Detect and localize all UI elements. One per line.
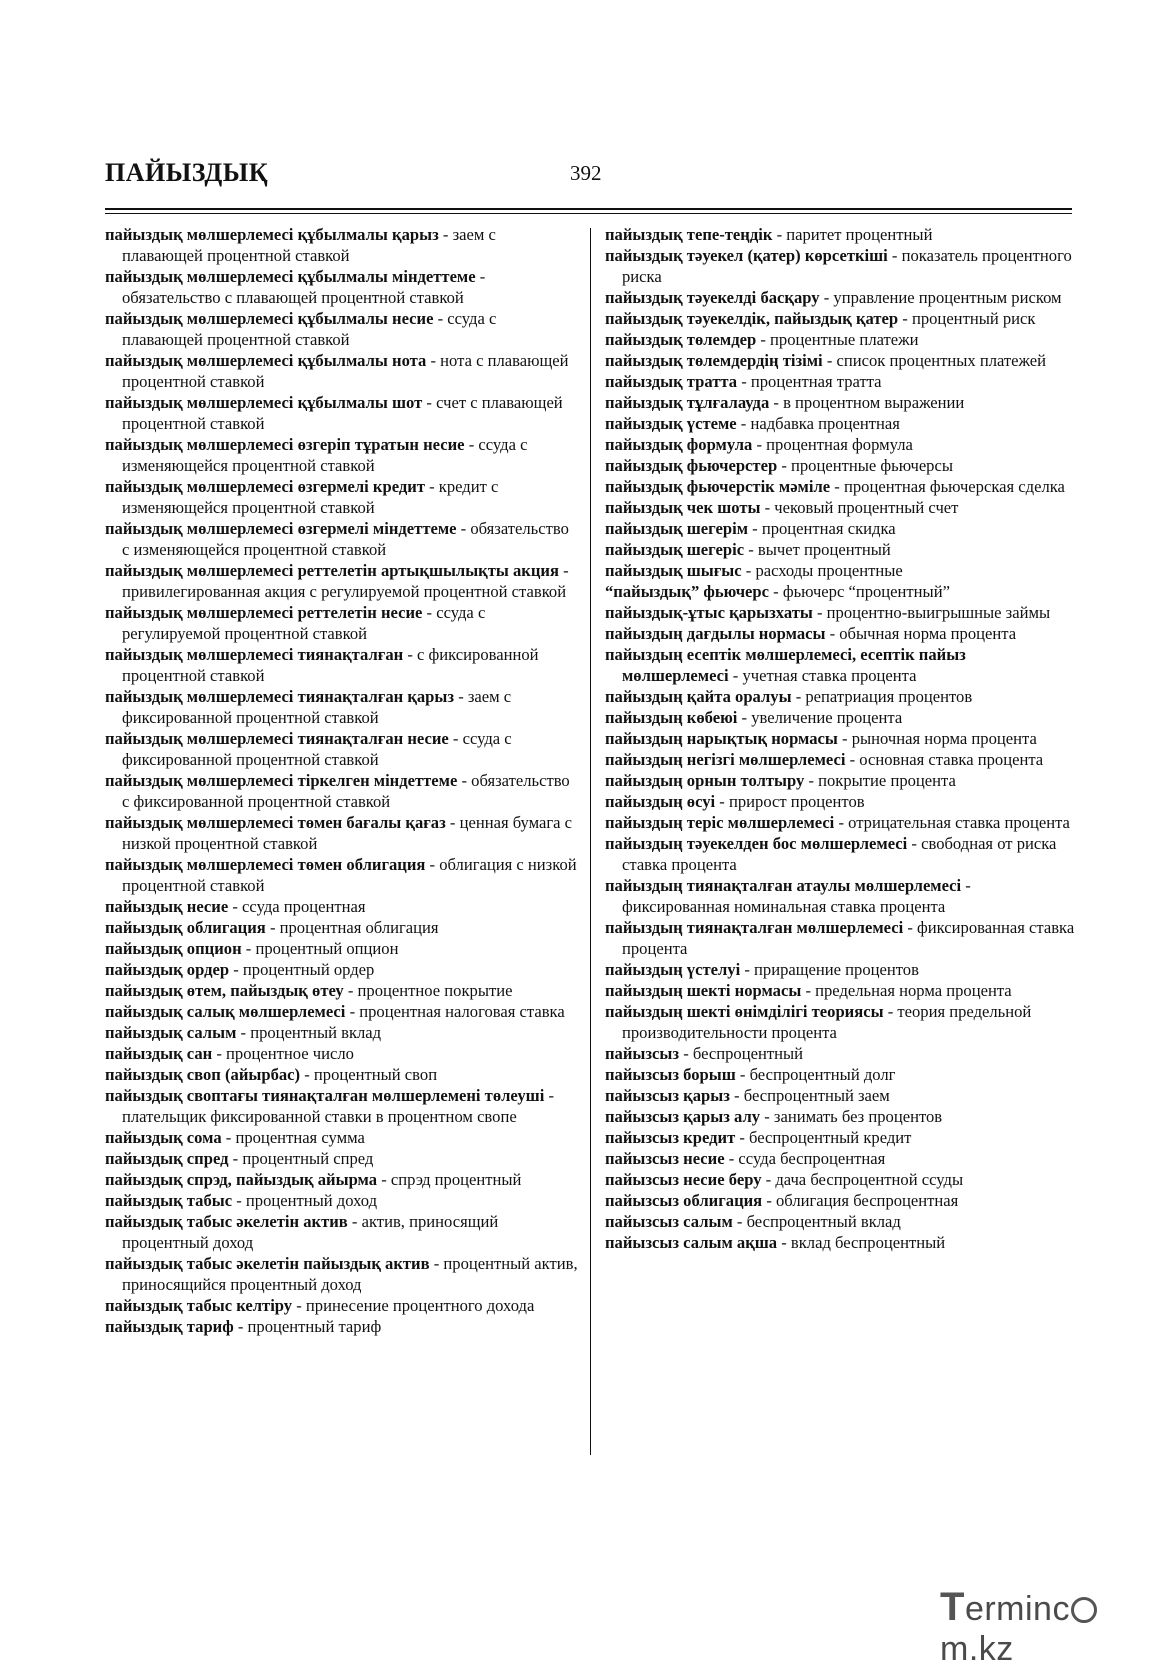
entry-term: пайызсыз несие bbox=[605, 1149, 725, 1168]
dictionary-entry bbox=[105, 728, 580, 770]
column-divider bbox=[590, 228, 591, 1455]
dictionary-entry bbox=[605, 329, 1075, 350]
dictionary-entry bbox=[605, 623, 1075, 644]
dictionary-entry bbox=[605, 749, 1075, 770]
entry-definition: - беспроцентный кредит bbox=[735, 1128, 912, 1147]
entry-term: пайызсыз несие беру bbox=[605, 1170, 762, 1189]
entry-definition: - процентная налоговая ставка bbox=[345, 1002, 565, 1021]
entry-definition: - привилегированная акция с регулируемой процентной ставкой bbox=[122, 561, 569, 601]
entry-term: пайызсыз bbox=[605, 1044, 680, 1063]
entry-term: пайыздық мөлшерлемесі құбылмалы шот bbox=[105, 393, 423, 412]
dictionary-entry bbox=[605, 686, 1075, 707]
entry-term: пайызсыз қарыз bbox=[605, 1086, 730, 1105]
entry-definition: - приращение процентов bbox=[740, 960, 919, 979]
entry-definition: - увеличение процента bbox=[737, 708, 903, 727]
entry-term: пайыздық ордер bbox=[105, 960, 230, 979]
entry-definition: - заем с фиксированной процентной ставкой bbox=[122, 687, 512, 727]
dictionary-entry bbox=[105, 518, 580, 560]
entry-term: пайыздық своп (айырбас) bbox=[105, 1065, 301, 1084]
entry-term: пайыздық спрэд, пайыздық айырма bbox=[105, 1170, 378, 1189]
dictionary-entry bbox=[605, 497, 1075, 518]
dictionary-entry bbox=[605, 1064, 1075, 1085]
entry-term: пайыздық шегеріс bbox=[605, 540, 745, 559]
dictionary-entry bbox=[105, 938, 580, 959]
dictionary-entry bbox=[605, 392, 1075, 413]
entry-definition: - теория предельной производительности процента bbox=[622, 1002, 1032, 1042]
entry-term: пайыздың тәуекелден бос мөлшерлемесі bbox=[605, 834, 908, 853]
dictionary-entry bbox=[605, 1001, 1075, 1043]
entry-definition: - процентные платежи bbox=[756, 330, 919, 349]
entry-term: пайыздық мөлшерлемесі өзгермелі міндеттеме bbox=[105, 519, 457, 538]
entry-definition: - список процентных платежей bbox=[822, 351, 1047, 370]
dictionary-entry bbox=[605, 1127, 1075, 1148]
entry-definition: - покрытие процента bbox=[804, 771, 956, 790]
entry-term: пайыздық опцион bbox=[105, 939, 242, 958]
entry-term: пайыздық мөлшерлемесі реттелетін несие bbox=[105, 603, 423, 622]
entry-definition: - нота с плавающей процентной ставкой bbox=[122, 351, 569, 391]
entry-definition: - фьючерс “процентный” bbox=[769, 582, 950, 601]
dictionary-entry bbox=[105, 1295, 580, 1316]
entry-term: пайыздың дағдылы нормасы bbox=[605, 624, 826, 643]
entry-definition: - процентный актив, приносящийся процентный доход bbox=[122, 1254, 578, 1294]
entry-definition: - отрицательная ставка процента bbox=[834, 813, 1070, 832]
dictionary-entry bbox=[105, 434, 580, 476]
entry-term: пайыздық тәуекелді басқару bbox=[605, 288, 820, 307]
watermark-o-ring bbox=[1071, 1597, 1097, 1623]
entry-term: пайыздық үстеме bbox=[605, 414, 737, 433]
entry-definition: - ссуда с изменяющейся процентной ставкой bbox=[122, 435, 528, 475]
dictionary-entry bbox=[605, 791, 1075, 812]
entry-definition: - обязательство с изменяющейся процентной ставкой bbox=[122, 519, 569, 559]
entry-term: пайыздық мөлшерлемесі реттелетін артықшылықты акция bbox=[105, 561, 559, 580]
watermark-text-1: erminc bbox=[964, 1590, 1070, 1628]
dictionary-entry bbox=[105, 854, 580, 896]
entry-term: пайызсыз борыш bbox=[605, 1065, 736, 1084]
entry-term: пайыздық төлемдердің тізімі bbox=[605, 351, 823, 370]
entry-definition: - процентный ордер bbox=[229, 960, 375, 979]
dictionary-entry bbox=[105, 917, 580, 938]
dictionary-entry bbox=[605, 959, 1075, 980]
entry-definition: - дача беспроцентной ссуды bbox=[761, 1170, 964, 1189]
entry-definition: - процентный своп bbox=[300, 1065, 438, 1084]
dictionary-entry bbox=[105, 1064, 580, 1085]
dictionary-entry bbox=[105, 602, 580, 644]
entry-term: пайыздық фьючерстік мәміле bbox=[605, 477, 831, 496]
entry-definition: - с фиксированной процентной ставкой bbox=[122, 645, 539, 685]
dictionary-entry bbox=[105, 896, 580, 917]
header-title: ПАЙЫЗДЫҚ bbox=[105, 158, 269, 187]
dictionary-entry bbox=[605, 287, 1075, 308]
entry-definition: - процентный вклад bbox=[236, 1023, 382, 1042]
entry-definition: - актив, приносящий процентный доход bbox=[122, 1212, 499, 1252]
entry-definition: - процентный тариф bbox=[233, 1317, 382, 1336]
entry-term: пайыздық мөлшерлемесі құбылмалы нота bbox=[105, 351, 427, 370]
entry-definition: - процентный спред bbox=[228, 1149, 374, 1168]
entry-term: пайыздық мөлшерлемесі құбылмалы несие bbox=[105, 309, 434, 328]
dictionary-entry bbox=[605, 1232, 1075, 1253]
dictionary-entry bbox=[605, 581, 1075, 602]
entry-term: пайыздық мөлшерлемесі құбылмалы қарыз bbox=[105, 225, 439, 244]
dictionary-entry bbox=[605, 1106, 1075, 1127]
entry-definition: - облигация с низкой процентной ставкой bbox=[122, 855, 577, 895]
entry-term: пайыздық табыс әкелетін актив bbox=[105, 1212, 348, 1231]
left-column bbox=[105, 224, 580, 1337]
entry-definition: - управление процентным риском bbox=[819, 288, 1062, 307]
entry-definition: - вычет процентный bbox=[744, 540, 891, 559]
entry-definition: - процентные фьючерсы bbox=[777, 456, 953, 475]
entry-term: пайыздың негізгі мөлшерлемесі bbox=[605, 750, 846, 769]
entry-term: пайыздық мөлшерлемесі тиянақталған bbox=[105, 645, 404, 664]
entry-definition: - беспроцентный вклад bbox=[732, 1212, 901, 1231]
entry-term: пайыздық тәуекел (қатер) көрсеткіші bbox=[605, 246, 888, 265]
dictionary-entry bbox=[105, 644, 580, 686]
dictionary-entry bbox=[605, 1148, 1075, 1169]
entry-definition: - процентный доход bbox=[232, 1191, 378, 1210]
entry-term: пайыздық своптағы тиянақталған мөлшерлемені төлеуші bbox=[105, 1086, 545, 1105]
entry-definition: - процентное покрытие bbox=[343, 981, 513, 1000]
entry-term: пайыздық сома bbox=[105, 1128, 222, 1147]
entry-term: пайызсыз облигация bbox=[605, 1191, 763, 1210]
entry-term: пайыздық облигация bbox=[105, 918, 266, 937]
entry-definition: - вклад беспроцентный bbox=[777, 1233, 946, 1252]
dictionary-entry bbox=[105, 1022, 580, 1043]
dictionary-entry bbox=[605, 350, 1075, 371]
entry-term: пайыздық мөлшерлемесі төмен облигация bbox=[105, 855, 426, 874]
terminkom-watermark-logo bbox=[940, 1585, 1158, 1669]
entry-term: пайыздың тиянақталған атаулы мөлшерлемесі bbox=[605, 876, 962, 895]
entry-definition: - процентная сумма bbox=[221, 1128, 365, 1147]
dictionary-entry bbox=[605, 728, 1075, 749]
dictionary-entry bbox=[605, 560, 1075, 581]
entry-term: пайыздық шегерім bbox=[605, 519, 748, 538]
entry-definition: - процентная тратта bbox=[737, 372, 882, 391]
entry-term: пайыздық несие bbox=[105, 897, 229, 916]
entry-term: пайызсыз салым ақша bbox=[605, 1233, 778, 1252]
entry-definition: - свободная от риска ставка процента bbox=[622, 834, 1057, 874]
entry-term: пайыздық өтем, пайыздық өтеу bbox=[105, 981, 344, 1000]
entry-term: пайыздың теріс мөлшерлемесі bbox=[605, 813, 835, 832]
dictionary-entry bbox=[105, 959, 580, 980]
entry-term: пайыздық салым bbox=[105, 1023, 237, 1042]
dictionary-entry bbox=[105, 1316, 580, 1337]
entry-definition: - процентный опцион bbox=[241, 939, 399, 958]
entry-definition: - ценная бумага с низкой процентной ставкой bbox=[122, 813, 573, 853]
entry-term: пайыздың орнын толтыру bbox=[605, 771, 805, 790]
dictionary-entry bbox=[605, 602, 1075, 623]
entry-definition: - процентная фьючерская сделка bbox=[830, 477, 1065, 496]
entry-term: пайыздық табыс bbox=[105, 1191, 233, 1210]
dictionary-entry bbox=[105, 1001, 580, 1022]
right-column bbox=[605, 224, 1075, 1253]
entry-term: пайыздық табыс әкелетін пайыздық актив bbox=[105, 1254, 430, 1273]
dictionary-entry bbox=[605, 812, 1075, 833]
entry-definition: - процентное число bbox=[212, 1044, 354, 1063]
entry-term: пайыздық мөлшерлемесі тиянақталған қарыз bbox=[105, 687, 455, 706]
entry-definition: - фиксированная ставка процента bbox=[622, 918, 1075, 958]
entry-term: пайыздық фьючерстер bbox=[605, 456, 778, 475]
entry-term: пайыздық-ұтыс қарызхаты bbox=[605, 603, 813, 622]
entry-term: пайыздық мөлшерлемесі өзгермелі кредит bbox=[105, 477, 425, 496]
entry-definition: - ссуда с фиксированной процентной ставкой bbox=[122, 729, 512, 769]
dictionary-entry bbox=[105, 476, 580, 518]
entry-definition: - ссуда беспроцентная bbox=[724, 1149, 886, 1168]
dictionary-entry bbox=[605, 455, 1075, 476]
dictionary-entry bbox=[105, 980, 580, 1001]
entry-definition: - процентная формула bbox=[752, 435, 913, 454]
entry-definition: - процентная облигация bbox=[265, 918, 439, 937]
entry-definition: - ссуда с регулируемой процентной ставкой bbox=[122, 603, 486, 643]
dictionary-entry bbox=[105, 1211, 580, 1253]
entry-term: пайыздық спред bbox=[105, 1149, 229, 1168]
entry-definition: - спрэд процентный bbox=[377, 1170, 522, 1189]
header-rule-thick bbox=[105, 208, 1072, 210]
entry-term: пайыздың өсуі bbox=[605, 792, 716, 811]
entry-term: пайызсыз салым bbox=[605, 1212, 733, 1231]
dictionary-entry bbox=[605, 1169, 1075, 1190]
dictionary-entry bbox=[605, 917, 1075, 959]
entry-term: пайыздың шекті өнімділігі теориясы bbox=[605, 1002, 884, 1021]
dictionary-entry bbox=[105, 1043, 580, 1064]
entry-term: пайыздық чек шоты bbox=[605, 498, 761, 517]
entry-definition: - процентная скидка bbox=[748, 519, 896, 538]
entry-term: пайыздың қайта оралуы bbox=[605, 687, 792, 706]
dictionary-entry bbox=[605, 707, 1075, 728]
dictionary-entry bbox=[605, 1211, 1075, 1232]
entry-definition: - прирост процентов bbox=[715, 792, 865, 811]
dictionary-entry bbox=[105, 1190, 580, 1211]
entry-term: пайыздық формула bbox=[605, 435, 753, 454]
entry-term: пайыздық мөлшерлемесі өзгеріп тұратын несие bbox=[105, 435, 465, 454]
dictionary-entry bbox=[105, 770, 580, 812]
watermark-t: T bbox=[940, 1585, 965, 1629]
dictionary-entry bbox=[605, 476, 1075, 497]
entry-term: пайызсыз кредит bbox=[605, 1128, 736, 1147]
entry-definition: - расходы процентные bbox=[741, 561, 903, 580]
entry-definition: - плательщик фиксированной ставки в процентном свопе bbox=[122, 1086, 554, 1126]
dictionary-entry bbox=[105, 686, 580, 728]
entry-term: пайыздық сан bbox=[105, 1044, 213, 1063]
entry-term: пайыздық тепе-теңдік bbox=[605, 225, 773, 244]
entry-term: пайыздық мөлшерлемесі тіркелген міндеттеме bbox=[105, 771, 458, 790]
dictionary-entry bbox=[105, 1085, 580, 1127]
entry-definition: - кредит с изменяющейся процентной ставкой bbox=[122, 477, 499, 517]
page-header bbox=[105, 158, 1072, 206]
dictionary-entry bbox=[605, 245, 1075, 287]
dictionary-entry bbox=[105, 224, 580, 266]
entry-definition: - облигация беспроцентная bbox=[762, 1191, 959, 1210]
entry-term: пайыздық тратта bbox=[605, 372, 738, 391]
entry-definition: - надбавка процентная bbox=[736, 414, 900, 433]
entry-term: пайыздың нарықтық нормасы bbox=[605, 729, 838, 748]
dictionary-entry bbox=[105, 308, 580, 350]
entry-definition: - процентно-выигрышные займы bbox=[812, 603, 1051, 622]
dictionary-entry bbox=[605, 518, 1075, 539]
entry-term: пайыздық мөлшерлемесі құбылмалы міндеттеме bbox=[105, 267, 476, 286]
entry-term: пайыздық тәуекелдік, пайыздық қатер bbox=[605, 309, 899, 328]
dictionary-entry bbox=[105, 350, 580, 392]
entry-term: пайызсыз қарыз алу bbox=[605, 1107, 761, 1126]
dictionary-entry bbox=[105, 1127, 580, 1148]
dictionary-entry bbox=[105, 560, 580, 602]
watermark-text-2: m.kz bbox=[940, 1630, 1014, 1668]
dictionary-entry bbox=[605, 434, 1075, 455]
entry-definition: - беспроцентный bbox=[679, 1044, 803, 1063]
dictionary-entry bbox=[105, 812, 580, 854]
entry-definition: - основная ставка процента bbox=[845, 750, 1044, 769]
dictionary-entry bbox=[605, 371, 1075, 392]
dictionary-entry bbox=[605, 833, 1075, 875]
dictionary-entry bbox=[105, 1148, 580, 1169]
entry-term: пайыздың есептік мөлшерлемесі, есептік пайыз мөлшерлемесі bbox=[605, 645, 966, 685]
entry-definition: - обязательство с плавающей процентной ставкой bbox=[122, 267, 486, 307]
dictionary-entry bbox=[605, 770, 1075, 791]
page-number: 392 bbox=[570, 161, 602, 185]
dictionary-entry bbox=[105, 1169, 580, 1190]
dictionary-entry bbox=[605, 539, 1075, 560]
entry-term: пайыздық тұлғалауда bbox=[605, 393, 770, 412]
dictionary-entry bbox=[605, 1085, 1075, 1106]
entry-term: пайыздың үстелуі bbox=[605, 960, 741, 979]
entry-definition: - заем с плавающей процентной ставкой bbox=[122, 225, 496, 265]
dictionary-entry bbox=[605, 1043, 1075, 1064]
entry-definition: - показатель процентного риска bbox=[622, 246, 1072, 286]
entry-term: пайыздың шекті нормасы bbox=[605, 981, 802, 1000]
entry-definition: - счет с плавающей процентной ставкой bbox=[122, 393, 563, 433]
header-rule-thin bbox=[105, 213, 1072, 214]
entry-definition: - чековый процентный счет bbox=[760, 498, 959, 517]
entry-definition: - принесение процентного дохода bbox=[292, 1296, 535, 1315]
dictionary-entry bbox=[605, 1190, 1075, 1211]
entry-definition: - беспроцентный долг bbox=[735, 1065, 896, 1084]
dictionary-entry bbox=[105, 1253, 580, 1295]
entry-definition: - в процентном выражении bbox=[769, 393, 965, 412]
dictionary-entry bbox=[105, 266, 580, 308]
entry-term: пайыздық мөлшерлемесі тиянақталған несие bbox=[105, 729, 449, 748]
dictionary-entry bbox=[605, 413, 1075, 434]
dictionary-entry bbox=[605, 224, 1075, 245]
entry-definition: - беспроцентный заем bbox=[729, 1086, 890, 1105]
entry-term: “пайыздық” фьючерс bbox=[605, 582, 770, 601]
entry-term: пайыздық салық мөлшерлемесі bbox=[105, 1002, 346, 1021]
entry-definition: - паритет процентный bbox=[772, 225, 933, 244]
dictionary-entry bbox=[605, 980, 1075, 1001]
dictionary-entry bbox=[605, 644, 1075, 686]
dictionary-entry bbox=[105, 392, 580, 434]
entry-definition: - фиксированная номинальная ставка процента bbox=[622, 876, 971, 916]
entry-term: пайыздың көбеюі bbox=[605, 708, 738, 727]
entry-term: пайыздық табыс келтіру bbox=[105, 1296, 293, 1315]
entry-definition: - обычная норма процента bbox=[825, 624, 1017, 643]
dictionary-entry bbox=[605, 308, 1075, 329]
entry-definition: - занимать без процентов bbox=[760, 1107, 943, 1126]
entry-definition: - учетная ставка процента bbox=[728, 666, 917, 685]
entry-term: пайыздық тариф bbox=[105, 1317, 234, 1336]
entry-definition: - репатриация процентов bbox=[791, 687, 973, 706]
entry-definition: - рыночная норма процента bbox=[837, 729, 1037, 748]
dictionary-entry bbox=[605, 875, 1075, 917]
entry-term: пайыздық төлемдер bbox=[605, 330, 757, 349]
entry-term: пайыздың тиянақталған мөлшерлемесі bbox=[605, 918, 904, 937]
entry-definition: - ссуда с плавающей процентной ставкой bbox=[122, 309, 497, 349]
entry-definition: - предельная норма процента bbox=[801, 981, 1012, 1000]
entry-definition: - обязательство с фиксированной процентной ставкой bbox=[122, 771, 570, 811]
entry-term: пайыздық мөлшерлемесі төмен бағалы қағаз bbox=[105, 813, 446, 832]
entry-definition: - ссуда процентная bbox=[228, 897, 366, 916]
entry-term: пайыздық шығыс bbox=[605, 561, 742, 580]
entry-definition: - процентный риск bbox=[898, 309, 1036, 328]
